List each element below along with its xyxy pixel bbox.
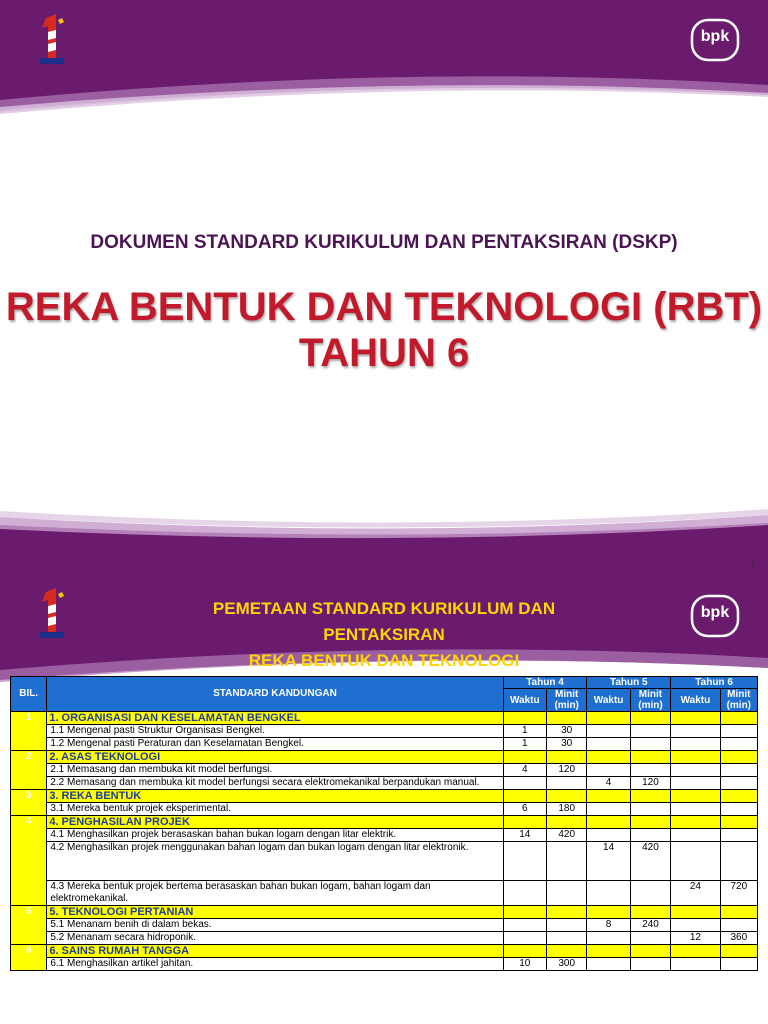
malaysia-one-logo xyxy=(36,12,70,68)
minit-cell: 420 xyxy=(547,829,587,842)
minit-cell xyxy=(630,751,670,764)
section-row xyxy=(11,790,758,803)
title-line-1: REKA BENTUK DAN TEKNOLOGI (RBT) xyxy=(5,285,763,329)
waktu-cell xyxy=(671,777,720,790)
waktu-cell xyxy=(503,777,546,790)
minit-cell: 360 xyxy=(720,932,757,945)
minit-cell: 300 xyxy=(547,958,587,971)
minit-cell xyxy=(720,919,757,932)
col-header-tahun-5: Tahun 5 xyxy=(587,677,671,689)
waktu-cell xyxy=(587,738,630,751)
minit-cell xyxy=(630,945,670,958)
waktu-cell xyxy=(503,816,546,829)
waktu-cell xyxy=(671,764,720,777)
standard-item: 5.1 Menanam benih di dalam bekas. xyxy=(47,919,503,932)
bpk-logo-text: bpk xyxy=(700,604,730,621)
col-header-minit: Minit (min) xyxy=(720,689,757,712)
minit-cell xyxy=(720,777,757,790)
col-header-minit: Minit (min) xyxy=(630,689,670,712)
section-name: 6. SAINS RUMAH TANGGA xyxy=(47,945,503,958)
minit-cell xyxy=(547,906,587,919)
minit-cell xyxy=(630,725,670,738)
minit-cell xyxy=(720,764,757,777)
table-row xyxy=(11,932,758,945)
minit-cell xyxy=(630,712,670,725)
minit-cell: 30 xyxy=(547,725,587,738)
minit-cell xyxy=(720,790,757,803)
minit-cell xyxy=(630,764,670,777)
table-row xyxy=(11,919,758,932)
table-row xyxy=(11,738,758,751)
header-banner xyxy=(0,0,768,120)
table-body xyxy=(11,712,758,971)
waktu-cell xyxy=(671,919,720,932)
waktu-cell xyxy=(671,738,720,751)
waktu-cell xyxy=(587,764,630,777)
minit-cell xyxy=(630,816,670,829)
waktu-cell xyxy=(671,803,720,816)
standard-item: 4.2 Menghasilkan projek menggunakan bahan logam dan bukan logam dengan litar elektronik. xyxy=(47,842,503,881)
col-header-tahun-6: Tahun 6 xyxy=(671,677,758,689)
standard-item: 4.3 Mereka bentuk projek bertema berasaskan bahan bukan logam, bahan logam dan elektromekanikal. xyxy=(47,881,503,906)
malaysia-one-logo xyxy=(36,586,70,642)
table-row xyxy=(11,725,758,738)
table-row xyxy=(11,829,758,842)
curriculum-mapping-table-wrap xyxy=(10,676,758,971)
waktu-cell xyxy=(587,958,630,971)
col-header-waktu: Waktu xyxy=(671,689,720,712)
waktu-cell: 4 xyxy=(587,777,630,790)
waktu-cell xyxy=(587,816,630,829)
minit-cell: 120 xyxy=(630,777,670,790)
minit-cell xyxy=(720,906,757,919)
minit-cell xyxy=(547,919,587,932)
table-row xyxy=(11,764,758,777)
minit-cell: 180 xyxy=(547,803,587,816)
waktu-cell: 8 xyxy=(587,919,630,932)
document-subtitle: DOKUMEN STANDARD KURIKULUM DAN PENTAKSIRAN (DSKP) xyxy=(90,232,678,253)
minit-cell xyxy=(547,932,587,945)
minit-cell xyxy=(720,751,757,764)
minit-cell xyxy=(630,881,670,906)
minit-cell xyxy=(720,803,757,816)
waktu-cell: 14 xyxy=(503,829,546,842)
section-row xyxy=(11,945,758,958)
slide-2 xyxy=(0,576,768,1024)
bil-cell: 1 xyxy=(11,712,47,751)
waktu-cell xyxy=(671,842,720,881)
footer-banner xyxy=(0,505,768,576)
page-number: 1 xyxy=(749,559,756,571)
minit-cell xyxy=(630,906,670,919)
bil-cell: 3 xyxy=(11,790,47,816)
slide-title-line-1: PEMETAAN STANDARD KURIKULUM DAN xyxy=(212,599,556,618)
standard-item: 1.1 Mengenal pasti Struktur Organisasi Bengkel. xyxy=(47,725,503,738)
waktu-cell xyxy=(671,829,720,842)
waktu-cell xyxy=(587,790,630,803)
waktu-cell xyxy=(587,725,630,738)
waktu-cell xyxy=(671,725,720,738)
section-row xyxy=(11,751,758,764)
waktu-cell xyxy=(587,751,630,764)
waktu-cell xyxy=(503,881,546,906)
bil-cell: 2 xyxy=(11,751,47,790)
waktu-cell xyxy=(671,712,720,725)
waktu-cell xyxy=(587,712,630,725)
minit-cell xyxy=(630,829,670,842)
table-row xyxy=(11,777,758,790)
minit-cell xyxy=(547,777,587,790)
minit-cell xyxy=(720,945,757,958)
waktu-cell xyxy=(503,712,546,725)
waktu-cell xyxy=(671,751,720,764)
waktu-cell: 24 xyxy=(671,881,720,906)
waktu-cell xyxy=(671,816,720,829)
col-header-bil: BIL. xyxy=(11,677,47,712)
waktu-cell xyxy=(671,906,720,919)
section-name: 3. REKA BENTUK xyxy=(47,790,503,803)
minit-cell xyxy=(720,725,757,738)
minit-cell xyxy=(630,932,670,945)
col-header-standard: STANDARD KANDUNGAN xyxy=(47,677,503,712)
minit-cell xyxy=(547,751,587,764)
minit-cell: 30 xyxy=(547,738,587,751)
section-name: 5. TEKNOLOGI PERTANIAN xyxy=(47,906,503,919)
standard-item: 5.2 Menanam secara hidroponik. xyxy=(47,932,503,945)
table-row xyxy=(11,803,758,816)
minit-cell xyxy=(547,881,587,906)
bil-cell: 5 xyxy=(11,906,47,945)
waktu-cell xyxy=(503,906,546,919)
minit-cell xyxy=(547,816,587,829)
col-header-waktu: Waktu xyxy=(587,689,630,712)
section-name: 1. ORGANISASI DAN KESELAMATAN BENGKEL xyxy=(47,712,503,725)
minit-cell xyxy=(547,945,587,958)
col-header-tahun-4: Tahun 4 xyxy=(503,677,587,689)
waktu-cell xyxy=(503,919,546,932)
waktu-cell xyxy=(587,881,630,906)
standard-item: 1.2 Mengenal pasti Peraturan dan Keselamatan Bengkel. xyxy=(47,738,503,751)
minit-cell xyxy=(547,790,587,803)
title-line-2: TAHUN 6 xyxy=(298,331,470,375)
minit-cell xyxy=(720,829,757,842)
waktu-cell: 14 xyxy=(587,842,630,881)
minit-cell xyxy=(630,958,670,971)
section-row xyxy=(11,906,758,919)
table-row xyxy=(11,958,758,971)
waktu-cell xyxy=(671,790,720,803)
bil-cell: 6 xyxy=(11,945,47,971)
waktu-cell xyxy=(503,945,546,958)
document-title xyxy=(0,284,768,376)
waktu-cell: 12 xyxy=(671,932,720,945)
waktu-cell xyxy=(503,842,546,881)
minit-cell xyxy=(630,790,670,803)
section-row xyxy=(11,712,758,725)
minit-cell xyxy=(720,816,757,829)
bpk-logo-text: bpk xyxy=(700,28,730,45)
minit-cell: 120 xyxy=(547,764,587,777)
waktu-cell xyxy=(503,790,546,803)
minit-cell xyxy=(547,712,587,725)
waktu-cell xyxy=(587,829,630,842)
section-name: 4. PENGHASILAN PROJEK xyxy=(47,816,503,829)
standard-item: 2.1 Memasang dan membuka kit model berfungsi. xyxy=(47,764,503,777)
waktu-cell xyxy=(587,932,630,945)
slide-title xyxy=(120,596,648,674)
waktu-cell xyxy=(671,945,720,958)
waktu-cell xyxy=(671,958,720,971)
section-row xyxy=(11,816,758,829)
waktu-cell: 6 xyxy=(503,803,546,816)
waktu-cell: 1 xyxy=(503,738,546,751)
standard-item: 2.2 Memasang dan membuka kit model berfungsi secara elektromekanikal berpandukan manual. xyxy=(47,777,503,790)
minit-cell xyxy=(630,738,670,751)
table-row xyxy=(11,842,758,881)
minit-cell: 420 xyxy=(630,842,670,881)
minit-cell xyxy=(720,842,757,881)
minit-cell xyxy=(720,712,757,725)
col-header-waktu: Waktu xyxy=(503,689,546,712)
minit-cell xyxy=(720,958,757,971)
waktu-cell xyxy=(587,906,630,919)
minit-cell xyxy=(720,738,757,751)
minit-cell: 720 xyxy=(720,881,757,906)
table-row xyxy=(11,881,758,906)
curriculum-mapping-table xyxy=(10,676,758,971)
minit-cell xyxy=(630,803,670,816)
waktu-cell: 10 xyxy=(503,958,546,971)
standard-item: 3.1 Mereka bentuk projek eksperimental. xyxy=(47,803,503,816)
waktu-cell xyxy=(587,945,630,958)
minit-cell: 240 xyxy=(630,919,670,932)
col-header-minit: Minit (min) xyxy=(547,689,587,712)
slide-title-line-3: REKA BENTUK DAN TEKNOLOGI xyxy=(248,651,520,670)
waktu-cell: 1 xyxy=(503,725,546,738)
waktu-cell xyxy=(587,803,630,816)
standard-item: 6.1 Menghasilkan artikel jahitan. xyxy=(47,958,503,971)
waktu-cell xyxy=(503,751,546,764)
slide-title-line-2: PENTAKSIRAN xyxy=(323,625,445,644)
minit-cell xyxy=(547,842,587,881)
waktu-cell: 4 xyxy=(503,764,546,777)
section-name: 2. ASAS TEKNOLOGI xyxy=(47,751,503,764)
bil-cell: 4 xyxy=(11,816,47,906)
standard-item: 4.1 Menghasilkan projek berasaskan bahan bukan logam dengan litar elektrik. xyxy=(47,829,503,842)
waktu-cell xyxy=(503,932,546,945)
